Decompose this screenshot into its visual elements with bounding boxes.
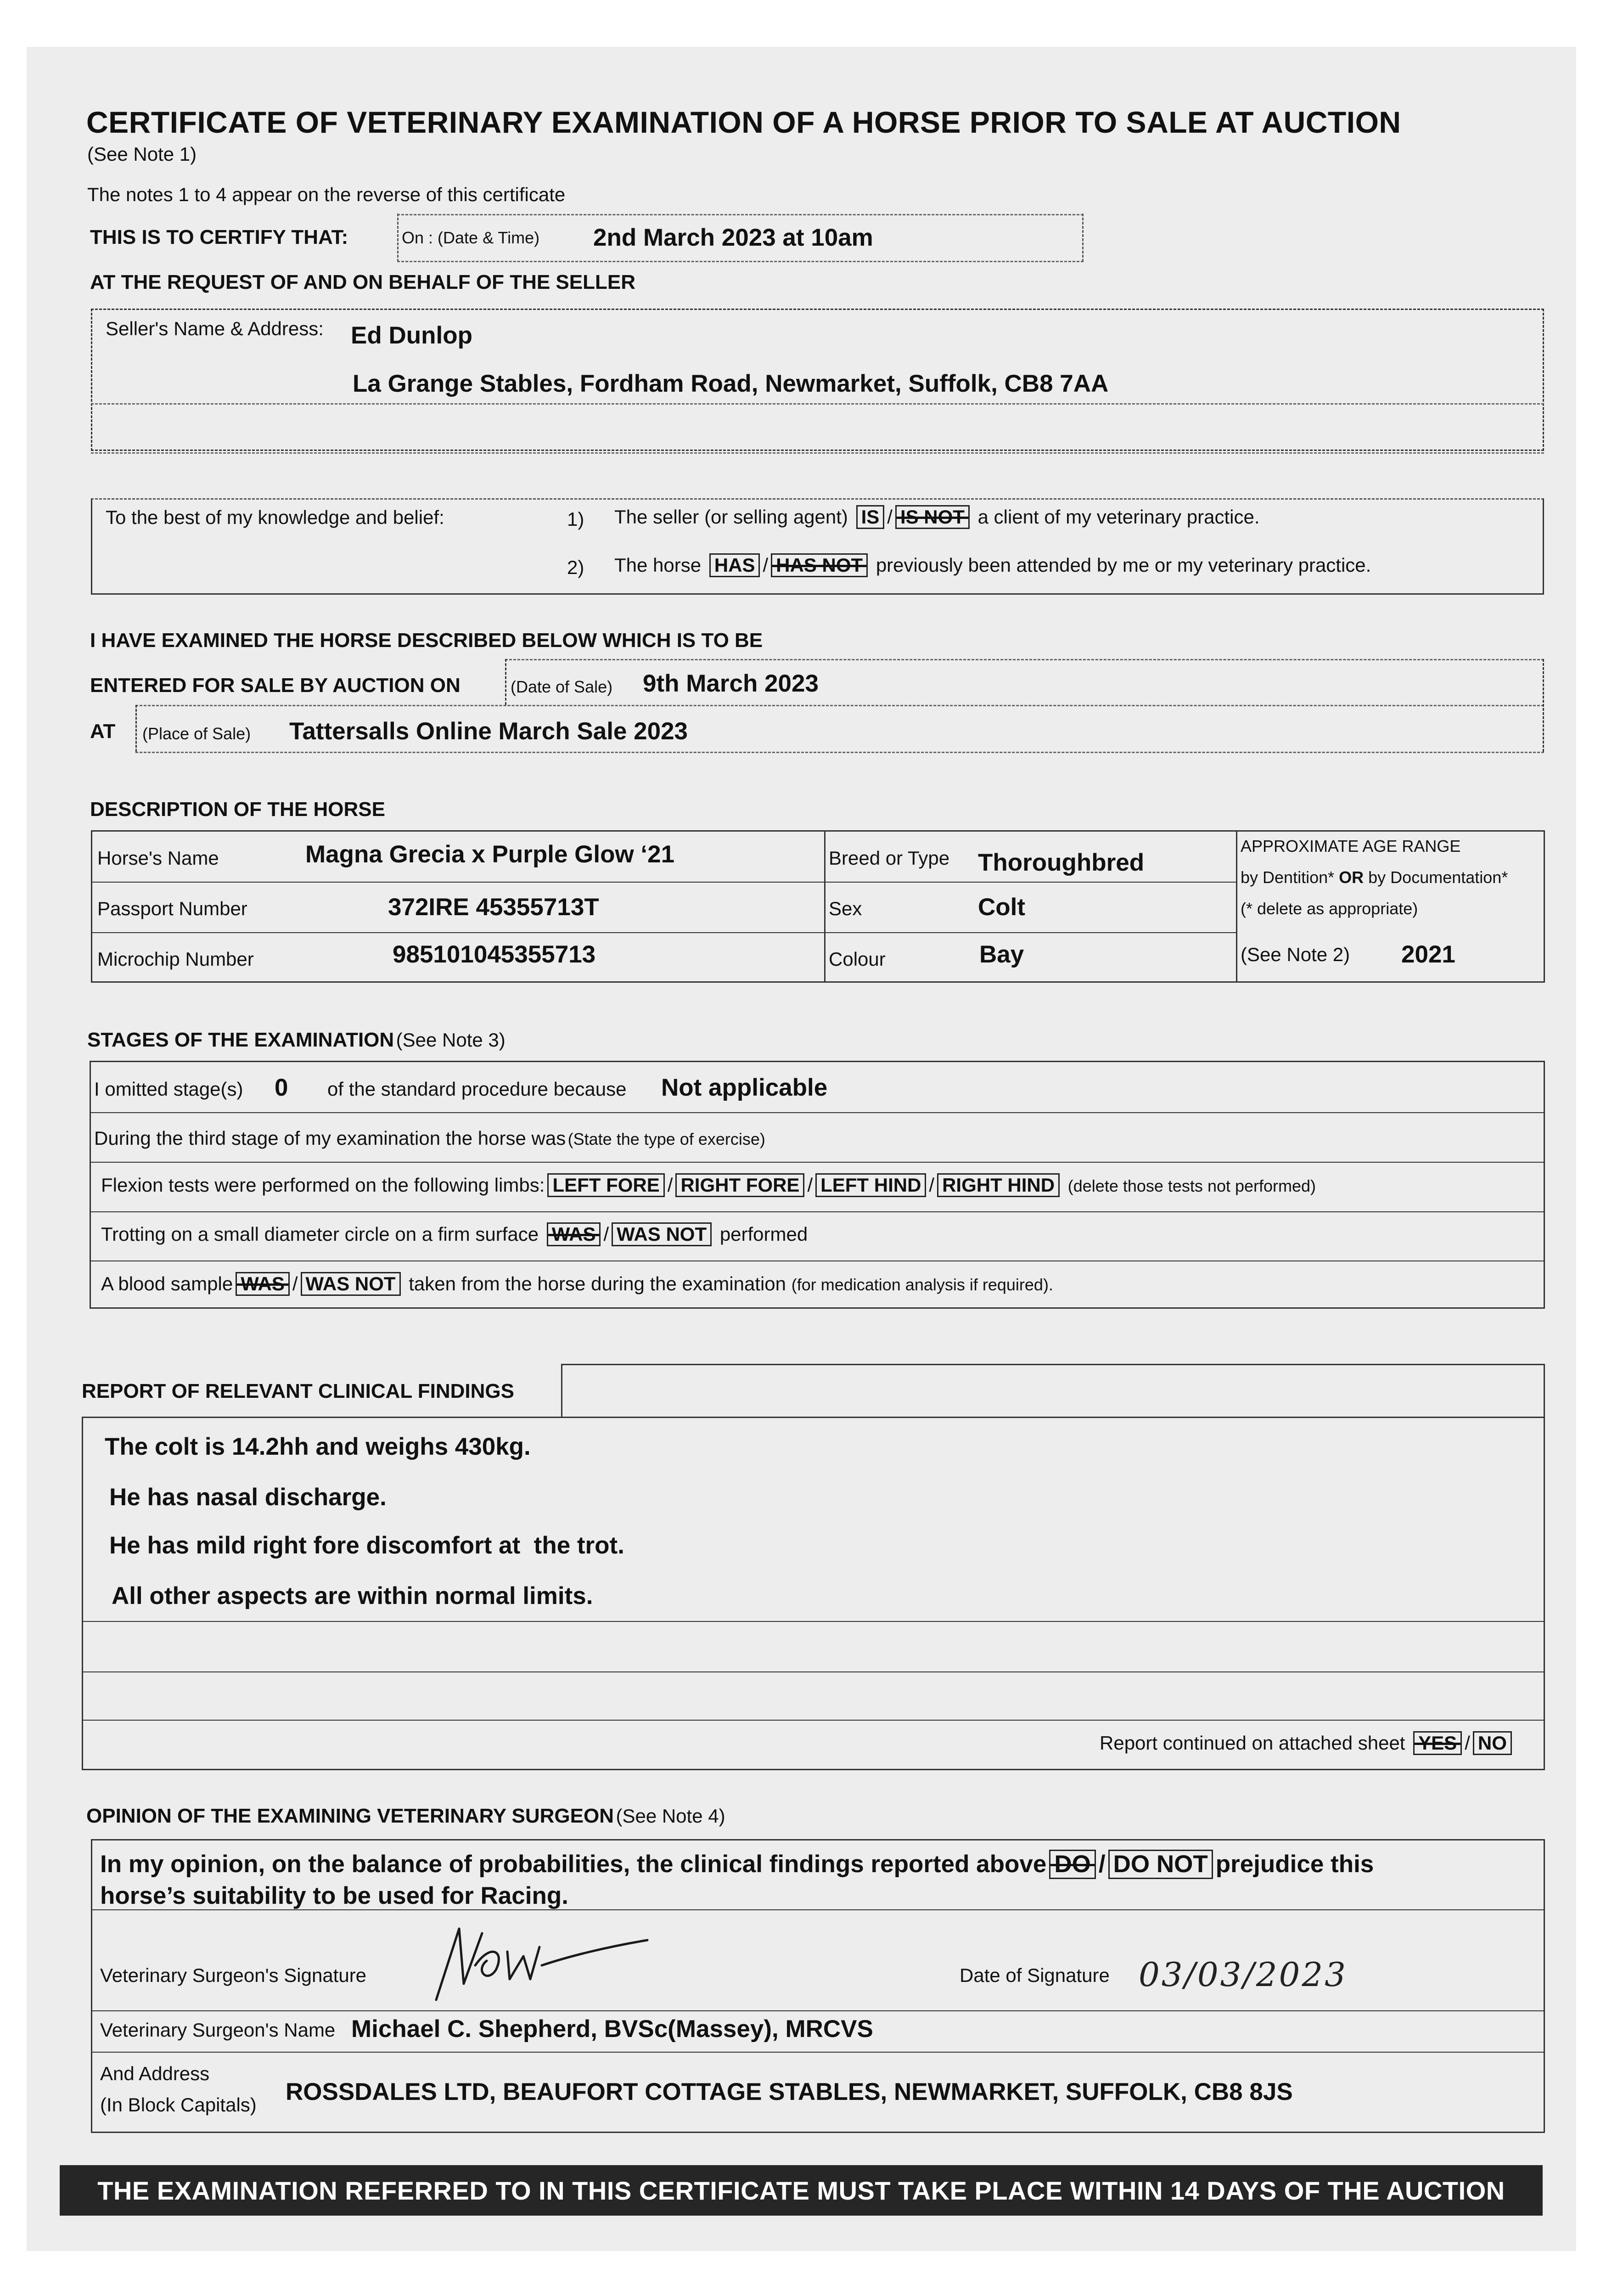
report-line-2: He has nasal discharge. (109, 1484, 387, 1511)
trot-was-not-option: WAS NOT (612, 1222, 712, 1246)
exam-date-label: On : (Date & Time) (402, 228, 540, 247)
flexion-row (101, 1173, 1316, 1197)
opinion-heading: OPINION OF THE EXAMINING VETERINARY SURGEON (86, 1805, 614, 1827)
knowledge-item1-number: 1) (567, 508, 584, 530)
item2-has-not-option: HAS NOT (771, 553, 868, 577)
opinion-do-option: DO (1049, 1850, 1096, 1879)
omitted-label: I omitted stage(s) (94, 1078, 243, 1100)
seller-label: Seller's Name & Address: (106, 318, 324, 339)
item2-suffix: previously been attended by me or my veterinary practice. (876, 554, 1371, 576)
opinion-purpose: Racing. (480, 1882, 568, 1909)
opinion-text-line2: horse’s suitability to be used for (100, 1882, 474, 1909)
age-delete-note: (* delete as appropriate) (1241, 899, 1418, 918)
trot-row (101, 1222, 808, 1246)
item2-separator: / (763, 554, 769, 576)
sex-label: Sex (829, 898, 862, 919)
breed-value: Thoroughbred (978, 849, 1145, 876)
flexion-left-fore: LEFT FORE (547, 1173, 664, 1197)
seller-name: Ed Dunlop (351, 322, 472, 349)
vet-address-label-caps: (In Block Capitals) (100, 2094, 257, 2116)
opinion-text-post: prejudice this (1215, 1851, 1374, 1878)
report-heading: REPORT OF RELEVANT CLINICAL FINDINGS (82, 1380, 514, 1402)
colour-label: Colour (829, 948, 886, 970)
flexion-sep-3: / (929, 1174, 935, 1196)
passport-value: 372IRE 45355713T (388, 894, 599, 921)
sex-value: Colt (978, 894, 1026, 921)
opinion-sep: / (1098, 1851, 1106, 1878)
seller-address: La Grange Stables, Fordham Road, Newmarket, Suffolk, CB8 7AA (353, 370, 1109, 397)
flexion-sep-1: / (667, 1174, 673, 1196)
microchip-label: Microchip Number (97, 948, 254, 970)
flexion-left-hind: LEFT HIND (815, 1173, 926, 1197)
blood-was-not-option: WAS NOT (301, 1272, 401, 1296)
trot-performed: performed (719, 1223, 808, 1245)
vet-name-label: Veterinary Surgeon's Name (100, 2019, 336, 2041)
third-stage-row (94, 1127, 765, 1149)
certify-label: THIS IS TO CERTIFY THAT: (90, 226, 348, 248)
entered-label: ENTERED FOR SALE BY AUCTION ON (90, 674, 461, 697)
item1-is-not-option: IS NOT (895, 505, 970, 529)
opinion-do-not-option: DO NOT (1108, 1850, 1213, 1879)
report-continued-label: Report continued on attached sheet (1100, 1732, 1405, 1754)
flexion-right-fore: RIGHT FORE (675, 1173, 804, 1197)
stages-see-note: (See Note 3) (396, 1029, 505, 1051)
report-continued-sep: / (1465, 1732, 1470, 1754)
signature-label: Veterinary Surgeon's Signature (100, 1964, 367, 1986)
vet-name-value: Michael C. Shepherd, BVSc(Massey), MRCVS (351, 2015, 873, 2043)
trot-was-option: WAS (547, 1222, 601, 1246)
age-heading: APPROXIMATE AGE RANGE (1241, 837, 1461, 855)
stages-heading: STAGES OF THE EXAMINATION (87, 1029, 394, 1051)
certificate-title: CERTIFICATE OF VETERINARY EXAMINATION OF A HORSE PRIOR TO SALE AT AUCTION (86, 105, 1401, 139)
opinion-see-note: (See Note 4) (616, 1805, 725, 1827)
sale-place-value: Tattersalls Online March Sale 2023 (289, 718, 688, 745)
notes-info: The notes 1 to 4 appear on the reverse of this certificate (87, 184, 566, 205)
blood-text: taken from the horse during the examination (409, 1273, 786, 1294)
third-stage-note: (State the type of exercise) (567, 1130, 765, 1148)
see-note-1: (See Note 1) (87, 143, 197, 165)
because-value: Not applicable (661, 1074, 828, 1101)
report-line-4: All other aspects are within normal limits. (112, 1582, 593, 1609)
trot-sep: / (603, 1223, 609, 1245)
at-label: AT (90, 720, 116, 743)
knowledge-label: To the best of my knowledge and belief: (106, 506, 444, 528)
opinion-heading-row (86, 1805, 725, 1828)
sale-date-label: (Date of Sale) (511, 677, 613, 696)
item1-suffix: a client of my veterinary practice. (977, 506, 1260, 528)
item1-separator: / (887, 506, 893, 528)
third-stage-label: During the third stage of my examination the horse was (94, 1127, 566, 1149)
flexion-sep-2: / (807, 1174, 813, 1196)
opinion-line-2 (100, 1882, 568, 1910)
because-label: of the standard procedure because (327, 1078, 627, 1100)
report-continued-row (1100, 1731, 1515, 1755)
opinion-line-1 (100, 1850, 1374, 1879)
age-value: 2021 (1401, 941, 1455, 968)
opinion-text-pre: In my opinion, on the balance of probabilities, the clinical findings reported above (100, 1851, 1047, 1878)
flexion-label: Flexion tests were performed on the following limbs: (101, 1174, 545, 1196)
age-by-documentation: by Documentation* (1368, 868, 1508, 887)
horse-name-value: Magna Grecia x Purple Glow ‘21 (305, 841, 675, 868)
item2-text: The horse (614, 554, 702, 576)
signature-image (432, 1915, 661, 2007)
stages-heading-row (87, 1029, 505, 1052)
omitted-value: 0 (275, 1074, 288, 1101)
age-method (1241, 868, 1508, 887)
knowledge-item2 (614, 553, 1371, 577)
report-line-1: The colt is 14.2hh and weighs 430kg. (105, 1433, 531, 1460)
blood-was-option: WAS (236, 1272, 290, 1296)
report-continued-no: NO (1473, 1731, 1512, 1755)
exam-date-value: 2nd March 2023 at 10am (593, 224, 873, 251)
item1-text: The seller (or selling agent) (614, 506, 848, 528)
blood-label: A blood sample (101, 1273, 233, 1294)
description-heading: DESCRIPTION OF THE HORSE (90, 798, 385, 821)
sale-place-label: (Place of Sale) (142, 724, 251, 743)
passport-label: Passport Number (97, 898, 247, 919)
age-or: OR (1339, 868, 1364, 887)
vet-address-value: ROSSDALES LTD, BEAUFORT COTTAGE STABLES, NEWMARKET, SUFFOLK, CB8 8JS (286, 2078, 1293, 2105)
flexion-right-hind: RIGHT HIND (937, 1173, 1060, 1197)
footer-banner: THE EXAMINATION REFERRED TO IN THIS CERTIFICATE MUST TAKE PLACE WITHIN 14 DAYS OF THE AUCTION (60, 2165, 1543, 2216)
report-line-3: He has mild right fore discomfort at the trot. (109, 1532, 624, 1559)
microchip-value: 985101045355713 (393, 941, 596, 968)
sale-date-value: 9th March 2023 (643, 670, 819, 697)
flexion-note: (delete those tests not performed) (1067, 1176, 1316, 1195)
report-continued-yes: YES (1413, 1731, 1462, 1755)
knowledge-item2-number: 2) (567, 557, 584, 578)
age-see-note: (See Note 2) (1241, 944, 1350, 965)
blood-sep: / (292, 1273, 298, 1294)
blood-note: (for medication analysis if required). (791, 1275, 1053, 1294)
knowledge-item1 (614, 505, 1260, 529)
signature-date-label: Date of Signature (960, 1964, 1110, 1986)
colour-value: Bay (979, 941, 1024, 968)
horse-name-label: Horse's Name (97, 847, 219, 869)
item2-has-option: HAS (709, 553, 760, 577)
signature-date-value: 03/03/2023 (1139, 1955, 1348, 1994)
trot-label: Trotting on a small diameter circle on a firm surface (101, 1223, 539, 1245)
request-label: AT THE REQUEST OF AND ON BEHALF OF THE SELLER (90, 271, 635, 293)
item1-is-option: IS (856, 505, 885, 529)
vet-address-label: And Address (100, 2063, 210, 2084)
examined-label: I HAVE EXAMINED THE HORSE DESCRIBED BELOW WHICH IS TO BE (90, 629, 763, 652)
age-by-dentition: by Dentition* (1241, 868, 1335, 887)
blood-row (101, 1272, 1053, 1296)
report-heading-box (561, 1364, 1545, 1417)
breed-label: Breed or Type (829, 847, 950, 869)
